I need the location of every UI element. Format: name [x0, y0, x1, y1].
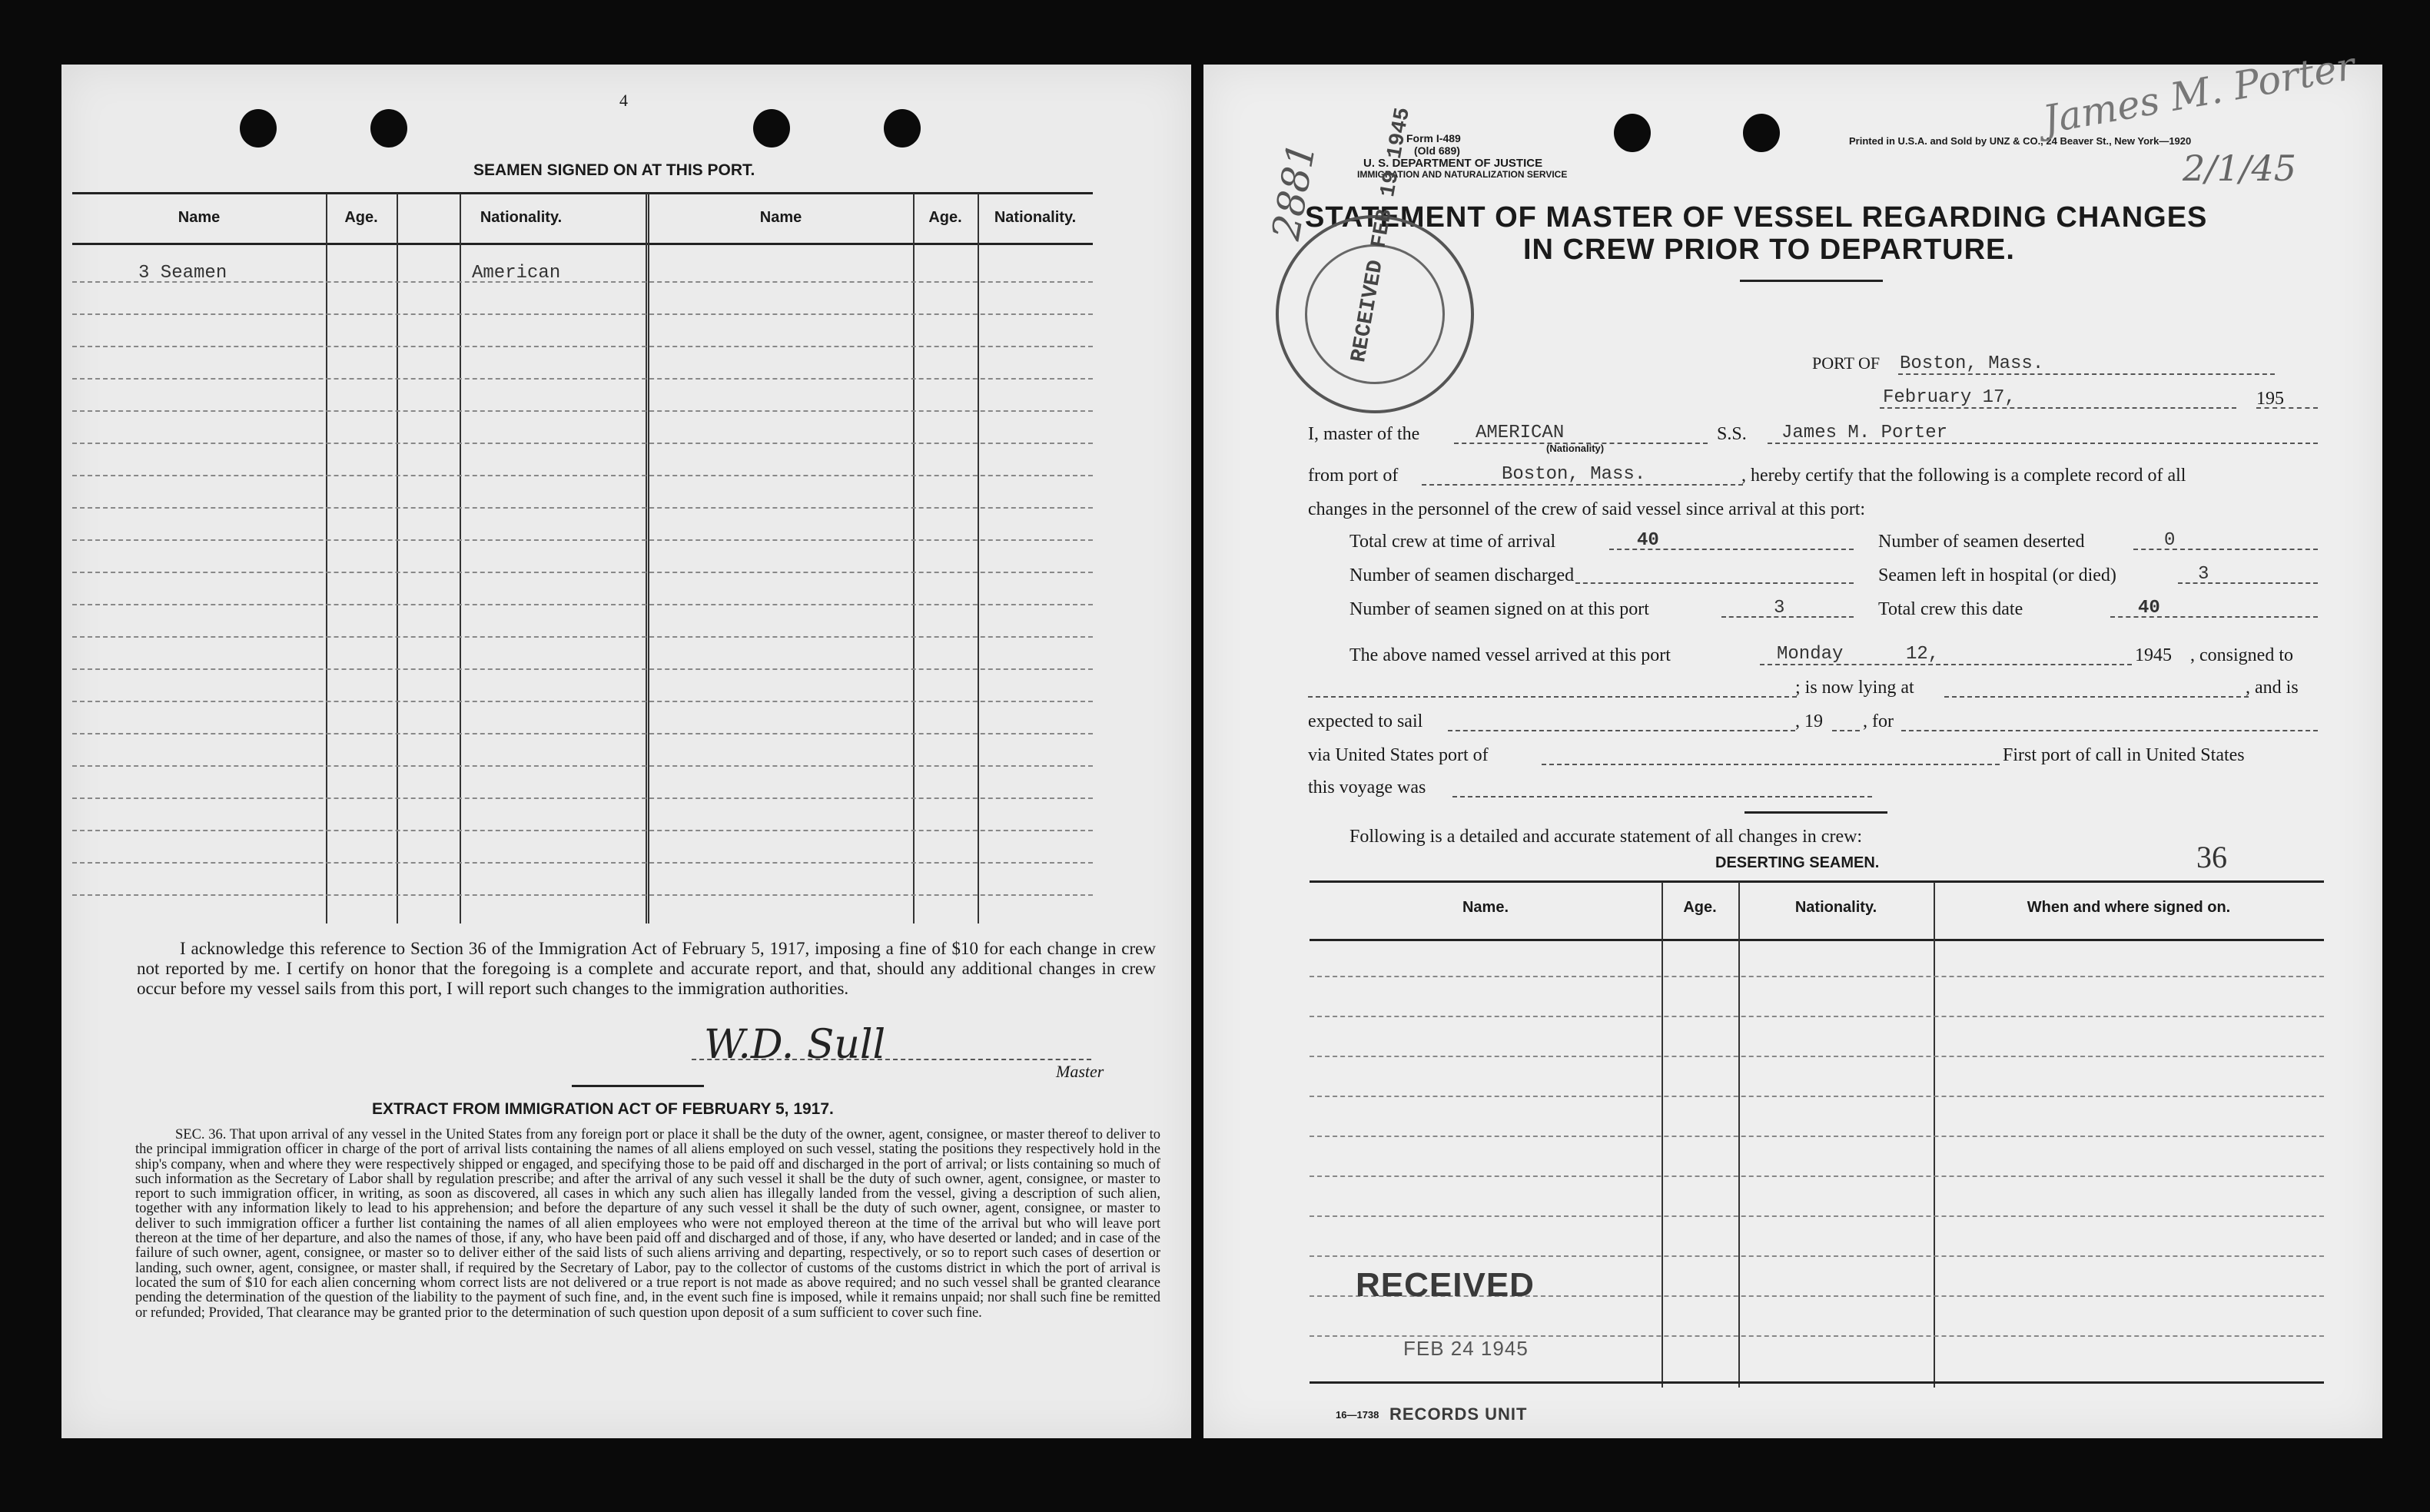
form-title-line1: STATEMENT OF MASTER OF VESSEL REGARDING CHANGES	[1305, 201, 2208, 234]
count-line	[2110, 616, 2318, 618]
column-divider	[978, 194, 979, 923]
total-crew-date-label: Total crew this date	[1878, 599, 2023, 619]
changes-text: changes in the personnel of the crew of said vessel since arrival at this port:	[1308, 499, 1866, 519]
seamen-signed-table	[72, 128, 1093, 923]
extract-body: SEC. 36. That upon arrival of any vessel in the United States from any foreign port or place it shall be the duty of the owner, agent, consignee, or master thereof to deliver to the principal immigration officer in charge of the port of arrival lists containing the names of all aliens employed on such vessel, stating the positions they respectively hold in the ship's company, when and where they were respectively shipped or engaged, and specifying those to be paid off and discharged in the port of arrival; or lists containing so much of such information as the Secretary of Labor shall by regulation prescribe; and after the arrival of any such vessel it shall be the duty of such owner, agent, consignee, or master to report to such immigration officer, in writing, as soon as discovered, all cases in which any such alien has illegally landed from the vessel, giving a description of such alien, together with any information likely to lead to his apprehension; and before the departure of any such vessel it shall be the duty of such owner, agent, consignee, or master to deliver to such immigration officer a further list containing the names of all alien employees who were not employed thereon at the time of the arrival but who will leave port thereon at the time of her departure, and also the names of those, if any, who have been paid off and discharged and of those, if any, who have deserted or landed; and in case of the failure of such owner, agent, consignee, or master so to deliver either of the said lists of such aliens arriving and departing, respectively, or so to report such cases of desertion or landing, such owner, agent, consignee, or master shall, if required by the Secretary of Labor, pay to the collector of customs of the customs district in which the port of arrival is located the sum of $10 for each alien concerning whom correct lists are not delivered or a true report is not made as above required; and no such vessel shall be granted clearance pending the determination of the question of the liability to the payment of such fine, and, in the event such fine is imposed, while it remains unpaid; nor shall such fine be remitted or refunded; Provided, That clearance may be granted prior to the determination of such question upon deposit of a sum sufficient to cover such fine.	[135, 1127, 1160, 1321]
punch-hole	[1614, 114, 1651, 152]
ss-label: S.S.	[1717, 424, 1747, 444]
header-age-2: Age.	[928, 209, 962, 226]
lying-line	[1944, 696, 2249, 698]
section-number: 36	[2196, 840, 2227, 874]
divider	[1744, 811, 1887, 814]
form-old: (Old 689)	[1414, 144, 1460, 157]
consigned-line	[1308, 696, 1797, 698]
received-date: FEB 24 1945	[1403, 1337, 1529, 1360]
header-name-2: Name	[759, 209, 802, 226]
acknowledgement-text: I acknowledge this reference to Section 36 of the Immigration Act of February 5, 1917, imposing a fine of $10 for each change in crew not reported by me. I certify on honor that the foregoing is a complete and accurate report, and that, should any additional changes in crew occur before my vessel sails from this port, I will report such changes to the immigration authorities.	[137, 939, 1156, 998]
nationality-value: AMERICAN	[1476, 423, 1565, 443]
ss-value: James M. Porter	[1781, 423, 1948, 443]
header-nationality-2: Nationality.	[994, 209, 1077, 226]
header-age: Age.	[1683, 899, 1717, 916]
count-line	[1721, 616, 1854, 618]
form-code: 16—1738	[1336, 1409, 1379, 1421]
count-line	[1609, 549, 1854, 550]
count-line	[1575, 582, 1854, 584]
total-crew-date-value: 40	[2138, 598, 2160, 618]
printed-by: Printed in U.S.A. and Sold by UNZ & CO., 24 Beaver St., New York—1920	[1849, 135, 2192, 147]
from-port-label: from port of	[1308, 466, 1399, 486]
seamen-signed-title: SEAMEN SIGNED ON AT THIS PORT.	[473, 161, 755, 179]
extract-title: EXTRACT FROM IMMIGRATION ACT OF FEBRUARY 5, 1917.	[372, 1100, 834, 1118]
arrived-label: The above named vessel arrived at this port	[1349, 645, 1671, 665]
column-divider	[1661, 882, 1663, 1388]
header-nationality: Nationality.	[480, 209, 563, 226]
date-value: February 17,	[1883, 387, 2016, 408]
form-title-line2: IN CREW PRIOR TO DEPARTURE.	[1523, 234, 2015, 266]
certify-text: , hereby certify that the following is a complete record of all	[1741, 466, 2186, 486]
master-label: Master	[1056, 1062, 1104, 1081]
signature-line	[692, 1059, 1091, 1060]
signed-on-value: 3	[1774, 598, 1785, 618]
column-divider	[646, 194, 649, 923]
from-port-value: Boston, Mass.	[1502, 464, 1646, 485]
port-label: PORT OF	[1812, 353, 1881, 373]
total-crew-arrival-value: 40	[1637, 530, 1659, 551]
arrived-line	[1760, 664, 2132, 665]
page-number: 4	[619, 91, 628, 110]
column-divider	[397, 194, 398, 923]
ss-line	[1768, 443, 2318, 444]
via-line	[1542, 764, 2000, 765]
column-divider	[913, 194, 915, 923]
punch-hole	[1743, 114, 1780, 152]
master-of-label: I, master of the	[1308, 424, 1420, 444]
row1-nationality: American	[472, 263, 561, 284]
port-value: Boston, Mass.	[1900, 353, 2044, 374]
for-line	[1901, 730, 2318, 731]
expected-line	[1448, 730, 1795, 731]
year-line	[2256, 407, 2318, 409]
handwritten-name: James M. Porter	[2040, 43, 2359, 143]
records-unit: RECORDS UNIT	[1389, 1404, 1528, 1424]
stamp-text: RECEIVED FEB 19 1945	[1347, 105, 1416, 365]
row1-name: 3 Seamen	[138, 263, 227, 284]
first-port-label: First port of call in United States	[2003, 745, 2245, 765]
title-underline	[1740, 280, 1883, 282]
hospital-value: 3	[2198, 564, 2209, 585]
consigned-label: , consigned to	[2190, 645, 2293, 665]
date-line	[1880, 407, 2236, 409]
form-number: Form I-489	[1406, 132, 1461, 144]
header-nationality: Nationality.	[1794, 899, 1877, 916]
following-label: Following is a detailed and accurate statement of all changes in crew:	[1349, 827, 1863, 847]
nationality-caption: (Nationality)	[1546, 443, 1605, 454]
received-stamp-text: RECEIVED	[1356, 1266, 1535, 1304]
signed-on-label: Number of seamen signed on at this port	[1349, 599, 1649, 619]
arrived-year: 1945	[2135, 645, 2172, 665]
department: U. S. DEPARTMENT OF JUSTICE	[1363, 157, 1543, 170]
count-line	[2178, 582, 2318, 584]
from-port-line	[1422, 484, 1743, 486]
lying-label: ; is now lying at	[1795, 678, 1914, 698]
and-is-label: , and is	[2246, 678, 2299, 698]
column-divider	[460, 194, 461, 923]
discharged-label: Number of seamen discharged	[1349, 565, 1575, 585]
deserting-seamen-table	[1310, 880, 2324, 1388]
handwritten-date: 2/1/45	[2183, 148, 2297, 189]
deserting-title: DESERTING SEAMEN.	[1715, 854, 1880, 871]
service: IMMIGRATION AND NATURALIZATION SERVICE	[1357, 169, 1568, 180]
hospital-label: Seamen left in hospital (or died)	[1878, 565, 2116, 585]
via-label: via United States port of	[1308, 745, 1489, 765]
year-short-line	[1832, 730, 1860, 731]
column-divider	[1934, 882, 1935, 1388]
for-label: , for	[1863, 711, 1894, 731]
voyage-label: this voyage was	[1308, 778, 1426, 797]
port-line	[1898, 373, 2275, 375]
year-label: 195	[2256, 389, 2284, 409]
header-when-where: When and where signed on.	[2027, 899, 2231, 916]
deserted-value: 0	[2164, 530, 2176, 551]
count-line	[2133, 549, 2318, 550]
header-name: Name	[178, 209, 221, 226]
header-name: Name.	[1462, 899, 1509, 916]
header-age: Age.	[344, 209, 378, 226]
arrived-day: Monday	[1777, 644, 1844, 665]
column-divider	[1738, 882, 1740, 1388]
divider	[572, 1085, 704, 1087]
total-crew-arrival-label: Total crew at time of arrival	[1349, 532, 1556, 552]
voyage-line	[1452, 796, 1872, 797]
expected-label: expected to sail	[1308, 711, 1423, 731]
arrived-date: 12,	[1906, 644, 1940, 665]
column-divider	[326, 194, 327, 923]
deserted-label: Number of seamen deserted	[1878, 532, 2085, 552]
handwritten-number: 2881	[1263, 139, 1325, 244]
master-signature: W.D. Sull	[704, 1022, 886, 1068]
nineteen-label: , 19	[1795, 711, 1823, 731]
